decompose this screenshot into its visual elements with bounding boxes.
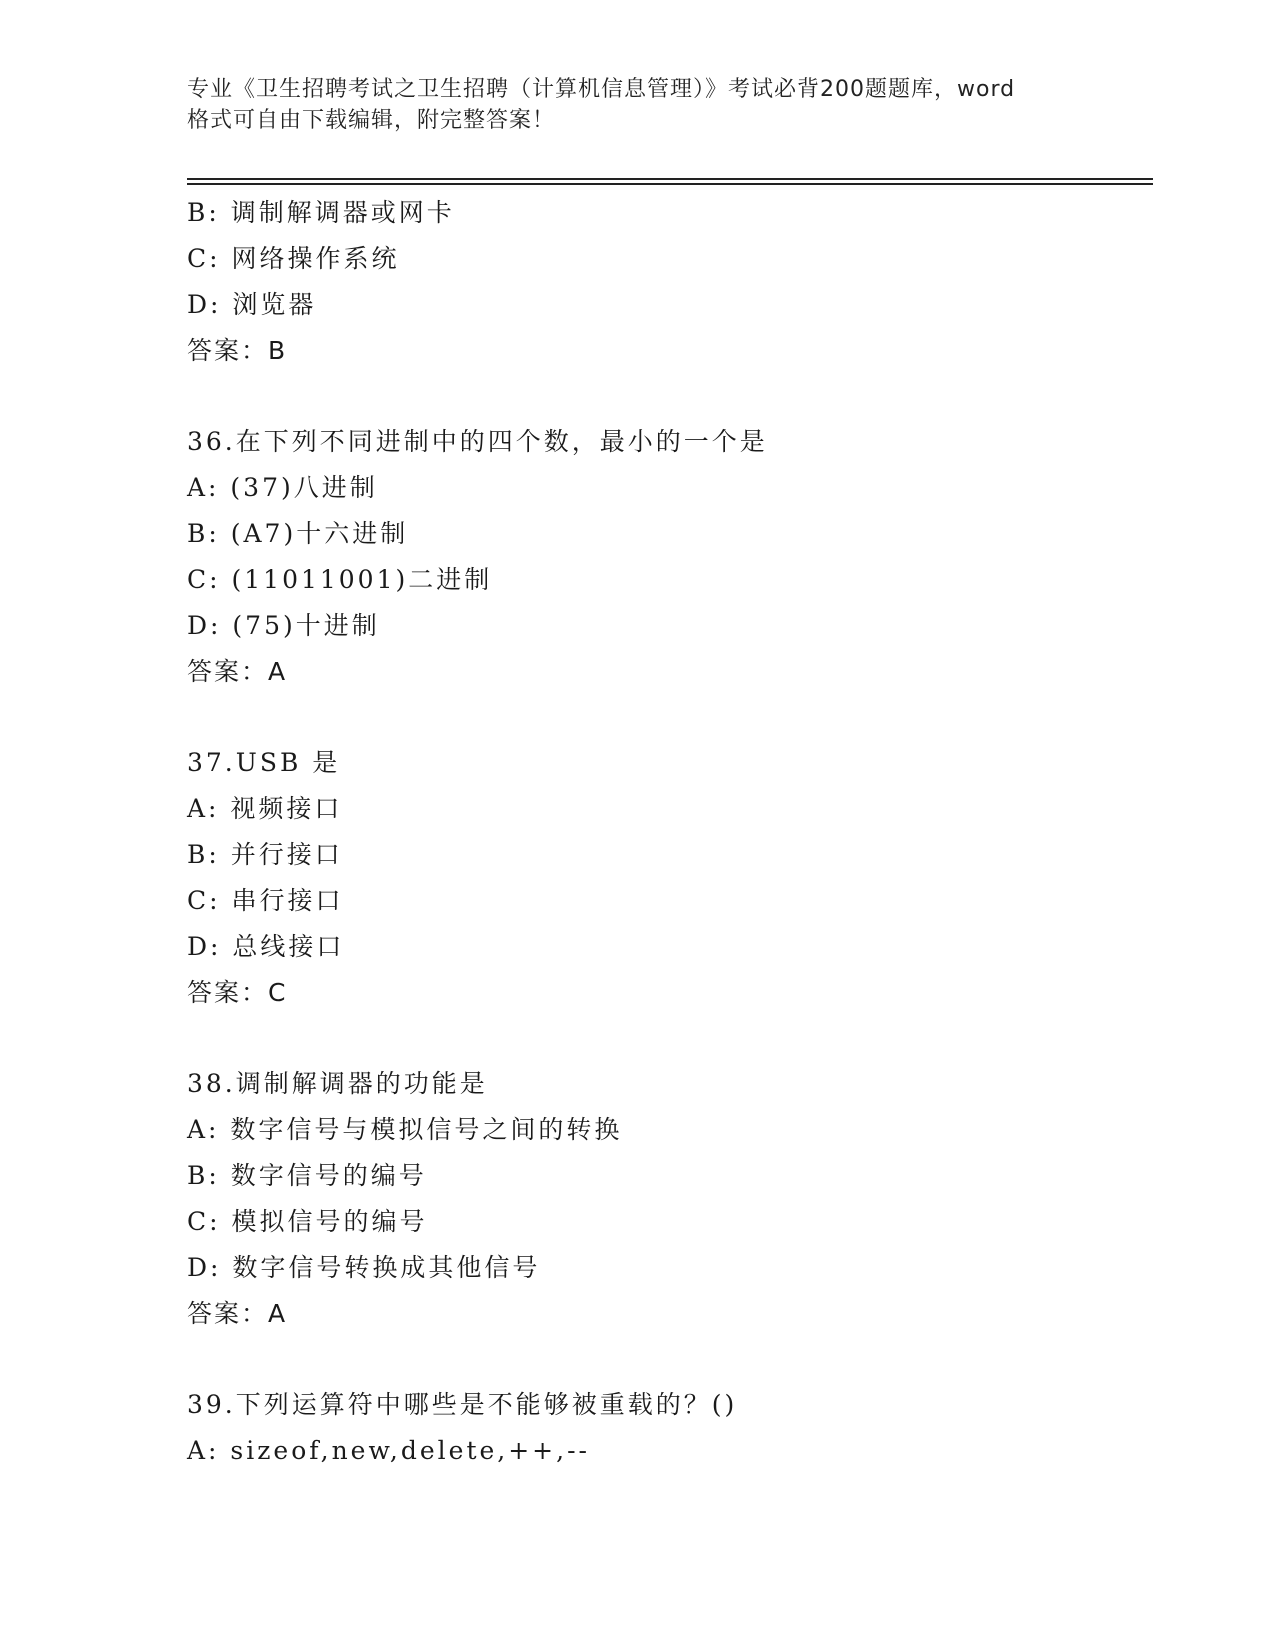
option-a: A: 数字信号与模拟信号之间的转换 (187, 1115, 623, 1144)
option-c: C: 模拟信号的编号 (187, 1207, 428, 1236)
answer-line: 答案：A (187, 657, 288, 686)
question-37 (187, 740, 1153, 1016)
answer-line: 答案：A (187, 1299, 288, 1328)
header-divider-top (187, 178, 1153, 180)
question-stem: 37.USB 是 (187, 748, 341, 777)
question-stem: 38.调制解调器的功能是 (187, 1069, 488, 1098)
header-divider-bottom (187, 183, 1153, 185)
question-stem: 36.在下列不同进制中的四个数，最小的一个是 (187, 427, 768, 456)
option-c: C: (11011001)二进制 (187, 565, 493, 594)
question-39 (187, 1382, 1153, 1474)
spacer (187, 1016, 1153, 1061)
spacer (187, 695, 1153, 740)
question-list (187, 190, 1153, 1474)
option-d: D: 总线接口 (187, 932, 345, 961)
option-b: B: (A7)十六进制 (187, 519, 409, 548)
option-a: A: sizeof,new,delete,++,-- (187, 1436, 590, 1465)
answer-line: 答案：B (187, 336, 288, 365)
spacer (187, 1337, 1153, 1382)
header-line-2: 格式可自由下载编辑，附完整答案！ (187, 108, 556, 133)
option-a: A: (37)八进制 (187, 473, 378, 502)
question-35-continuation (187, 190, 1153, 374)
spacer (187, 374, 1153, 419)
option-b: B: 数字信号的编号 (187, 1161, 427, 1190)
question-38 (187, 1061, 1153, 1337)
question-stem: 39.下列运算符中哪些是不能够被重载的？() (187, 1390, 738, 1419)
option-c: C: 串行接口 (187, 886, 344, 915)
option-d: D: 浏览器 (187, 290, 317, 319)
header-line-1: 专业《卫生招聘考试之卫生招聘（计算机信息管理）》考试必背200题题库，word (187, 77, 1016, 102)
option-c: C: 网络操作系统 (187, 244, 400, 273)
option-b: B: 调制解调器或网卡 (187, 198, 455, 227)
option-d: D: 数字信号转换成其他信号 (187, 1253, 541, 1282)
option-a: A: 视频接口 (187, 794, 343, 823)
question-36 (187, 419, 1153, 695)
option-b: B: 并行接口 (187, 840, 343, 869)
answer-line: 答案：C (187, 978, 288, 1007)
document-header (187, 74, 1087, 136)
option-d: D: (75)十进制 (187, 611, 380, 640)
